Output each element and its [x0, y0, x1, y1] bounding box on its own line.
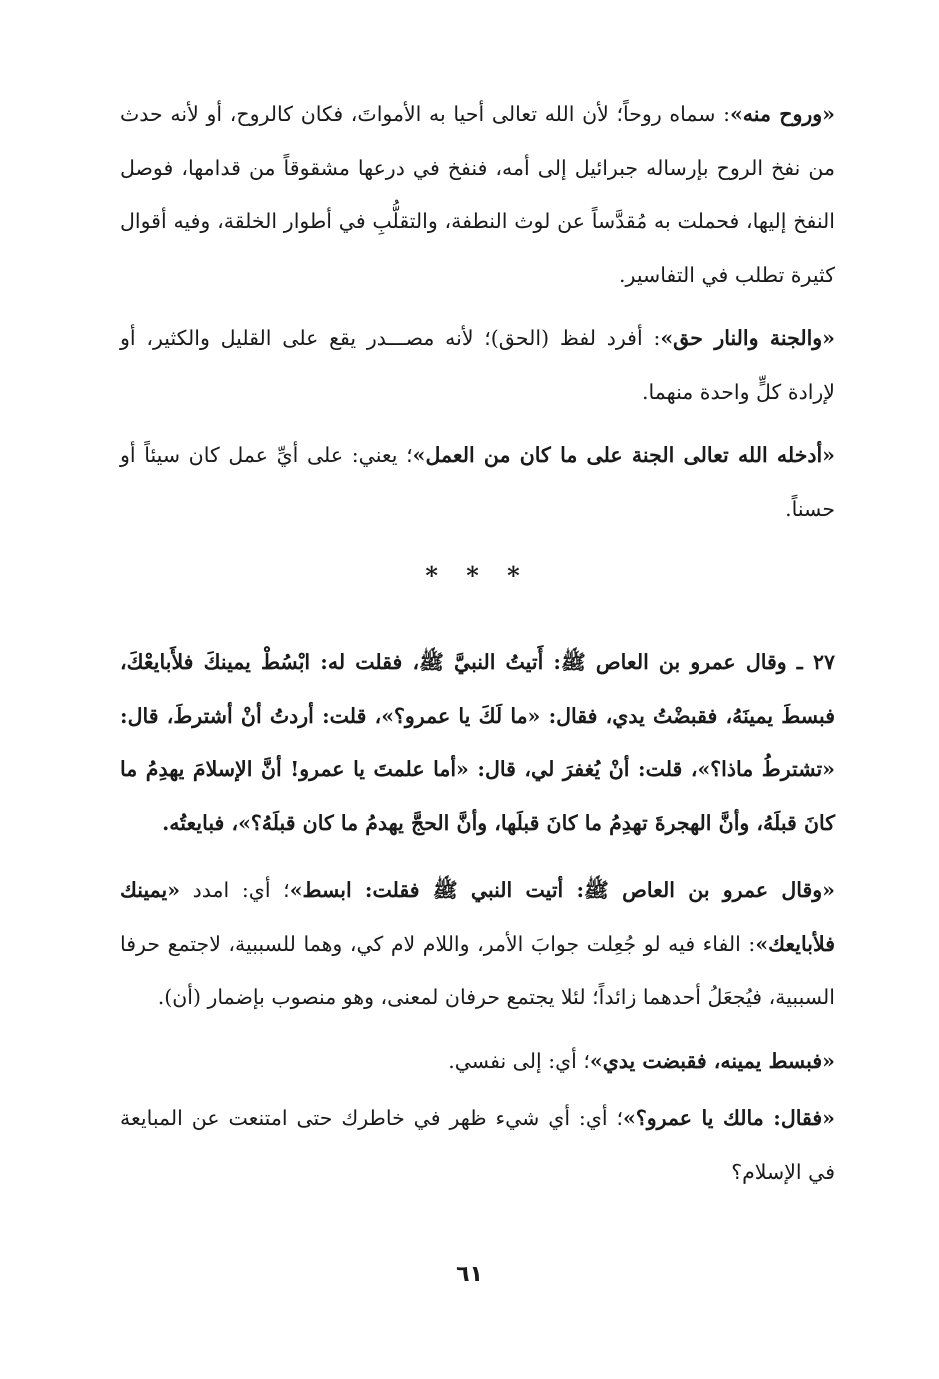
paragraph-text: : أفرد لفظ (الحق)؛ لأنه مصـــدر يقع على القليل والكثير، أو لإرادة كلٍّ واحدة منهما. [120, 326, 835, 404]
commentary-text: ؛ أي: إلى نفسي. [448, 1048, 590, 1073]
commentary-text: ؛ أي: أي شيء ظهر في خاطرك حتى امتنعت عن المبايعة في الإسلام؟ [120, 1106, 835, 1184]
commentary-lead: «وقال عمرو بن العاص ﷺ: أتيت النبي ﷺ فقلت: ابسط» [289, 878, 835, 902]
paragraph-jannah-nar [120, 312, 835, 419]
paragraph-lead: «وروح منه» [729, 102, 835, 126]
commentary-text-2: : الفاء فيه لو جُعِلت جوابَ الأمر، واللام لام كي، وهما للسببية، لاجتمع حرفا السببية، فيُجعَلُ أحدهما زائداً؛ لئلا يجتمع حرفان لمعنى، وهو منصوب بإضمار (أن). [120, 931, 835, 1009]
commentary-lead: «فبسط يمينه، فقبضت يدي» [589, 1048, 835, 1073]
hadith-text: ٢٧ ـ وقال عمرو بن العاص ﷺ: أَتيتُ النبيَّ ﷺ، فقلت له: ابْسُطْ يمينكَ فلأَبايعْكَ، فبسطَ يمينَهُ، فقبضْتُ يدي، فقال: «ما لَكَ يا عمرو؟»، قلت: أردتُ أنْ أشترطَ، قال: «تشترطُ ماذا؟»، قلت: أنْ يُغفرَ لي، قال: «أما علمتَ يا عمرو! أنَّ الإسلامَ يهدِمُ ما كانَ قبلَهُ، وأنَّ الهجرةَ تهدِمُ ما كانَ قبلَها، وأنَّ الحجَّ يهدمُ ما كان قبلَهُ؟»، فبايعتُه. [120, 650, 835, 835]
paragraph-ruh-minhu [120, 88, 835, 302]
page-body [120, 88, 835, 1211]
page-number: ٦١ [456, 1262, 483, 1287]
paragraph-adkhalahu [120, 429, 835, 536]
commentary-malaka [120, 1092, 835, 1199]
paragraph-text: ؛ يعني: على أيِّ عمل كان سيئاً أو حسناً. [120, 443, 835, 521]
paragraph-lead: «أدخله الله تعالى الجنة على ما كان من العمل» [412, 443, 835, 467]
commentary-text: ؛ أي: امدد [180, 878, 290, 902]
commentary-lead-2: «يمينك فلأبايعك» [120, 878, 835, 956]
paragraph-lead: «والجنة والنار حق» [660, 326, 835, 350]
paragraph-text: : سماه روحاً؛ لأن الله تعالى أحيا به الأمواتَ، فكان كالروح، أو لأنه حدث من نفخ الروح بإرساله جبرائيل إلى أمه، فنفخ في درعها مشقوقاً من قدامها، فوصل النفخ إليها، فحملت به مُقدَّساً عن لوث النطفة، والتقلُّبِ في أطوار الخلقة، وفيه أقوال كثيرة تطلب في التفاسير. [120, 102, 835, 287]
commentary-basata [120, 1035, 835, 1089]
commentary-amr [120, 864, 835, 1025]
commentary-lead: «فقال: مالك يا عمرو؟» [623, 1106, 835, 1130]
section-separator: * * * [425, 561, 530, 590]
